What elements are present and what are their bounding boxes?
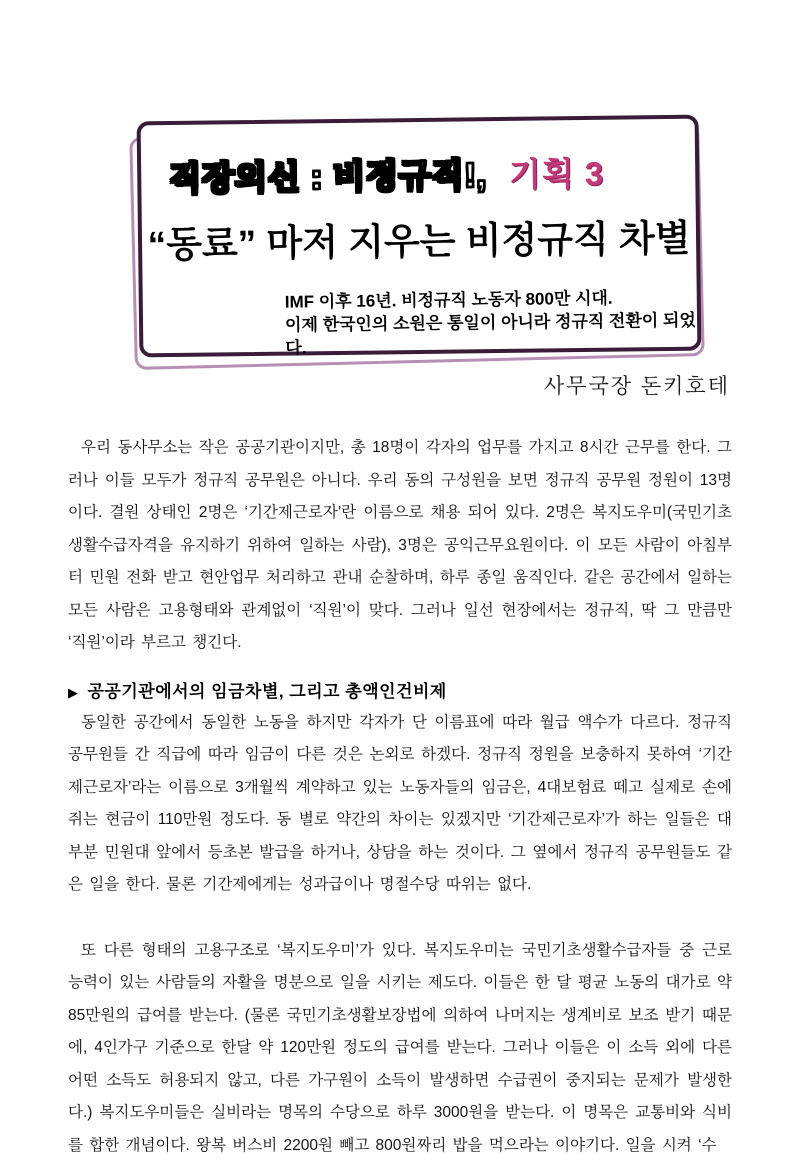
series-title bbox=[169, 147, 696, 200]
header-box bbox=[138, 118, 700, 354]
subheadline-line2: 이제 한국인의 소원은 통일이 아니라 정규직 전환이 되었다. bbox=[285, 309, 698, 360]
section-heading bbox=[68, 677, 732, 702]
headline: “동료” 마저 지우는 비정규직 차별 bbox=[142, 208, 697, 269]
series-title-text: 직장의신 : 비정규직!, bbox=[169, 156, 487, 197]
paragraph-welfare: 또 다른 형태의 고용구조로 ‘복지도우미’가 있다. 복지도우미는 국민기초생활수급자들 중 근로능력이 있는 사람들의 자활을 명분으로 일을 시키는 제도다. 이들은 한 달 평균 노동의 대가로 약 85만원의 급여를 받는다. (물론 국민기초생활보장법에 의하여 나머지는 생계비로 보조 받기 때문에, 4인가구 기준으로 한달 약 120만원 정도의 급여를 받는다. 그러나 이들은 이 소득 외에 다른 어떤 소득도 허용되지 않고, 다른 가구원이 소득이 발생하면 수급권이 중지되는 문제가 발생한다.) 복지도우미들은 실비라는 명목의 수당으로 하루 3000원을 받는다. 이 명목은 교통비와 식비를 합한 개념이다. 왕복 버스비 2200원 빼고 800원짜리 밥을 먹으라는 이야기다. 일을 시켜 ‘수 bbox=[68, 935, 732, 1162]
subheadline bbox=[285, 286, 698, 360]
paragraph-intro: 우리 동사무소는 작은 공공기관이지만, 총 18명이 각자의 업무를 가지고 8시간 근무를 한다. 그러나 이들 모두가 정규직 공무원은 아니다. 우리 동의 구성원을 보면 정규직 공무원 정원이 13명이다. 결원 상태인 2명은 ‘기간제근로자’란 이름으로 채용 되어 있다. 2명은 복지도우미(국민기초생활수급자격을 유지하기 위하여 일하는 사람), 3명은 공익근무요원이다. 이 모든 사람이 아침부터 민원 전화 받고 현안업무 처리하고 관내 순찰하며, 하루 종일 움직인다. 같은 공간에서 일하는 모든 사람은 고용형태와 관계없이 ‘직원’이 맞다. 그러나 일선 현장에서는 정규직, 딱 그 만큼만 ‘직원’이라 부르고 챙긴다. bbox=[68, 432, 732, 660]
header-box-front-frame bbox=[137, 115, 702, 358]
section-heading-text: 공공기관에서의 임금차별, 그리고 총액인건비제 bbox=[88, 682, 447, 701]
article-body bbox=[68, 432, 732, 1162]
paragraph-wage: 동일한 공간에서 동일한 노동을 하지만 각자가 단 이름표에 따라 월급 액수가 다르다. 정규직 공무원들 간 직급에 따라 임금이 다른 것은 논외로 하겠다. 정규직 정원을 보충하지 못하여 ‘기간제근로자’라는 이름으로 3개월씩 계약하고 있는 노동자들의 임금은, 4대보험료 떼고 실제로 손에 쥐는 현금이 110만원 정도다. 동 별로 약간의 차이는 있겠지만 ‘기간제근로자’가 하는 일들은 대부분 민원대 앞에서 등초본 발급을 하거나, 상담을 하는 것이다. 그 옆에서 정규직 공무원들도 같은 일을 한다. 물론 기간제에게는 성과급이나 명절수당 따위는 없다. bbox=[68, 707, 732, 902]
subheadline-line1: IMF 이후 16년. 비정규직 노동자 800만 시대. bbox=[285, 286, 697, 314]
byline: 사무국장 돈키호테 bbox=[68, 370, 730, 400]
triangle-marker-icon: ▶ bbox=[68, 685, 79, 700]
series-tag-label: 기획 3 bbox=[509, 155, 605, 193]
